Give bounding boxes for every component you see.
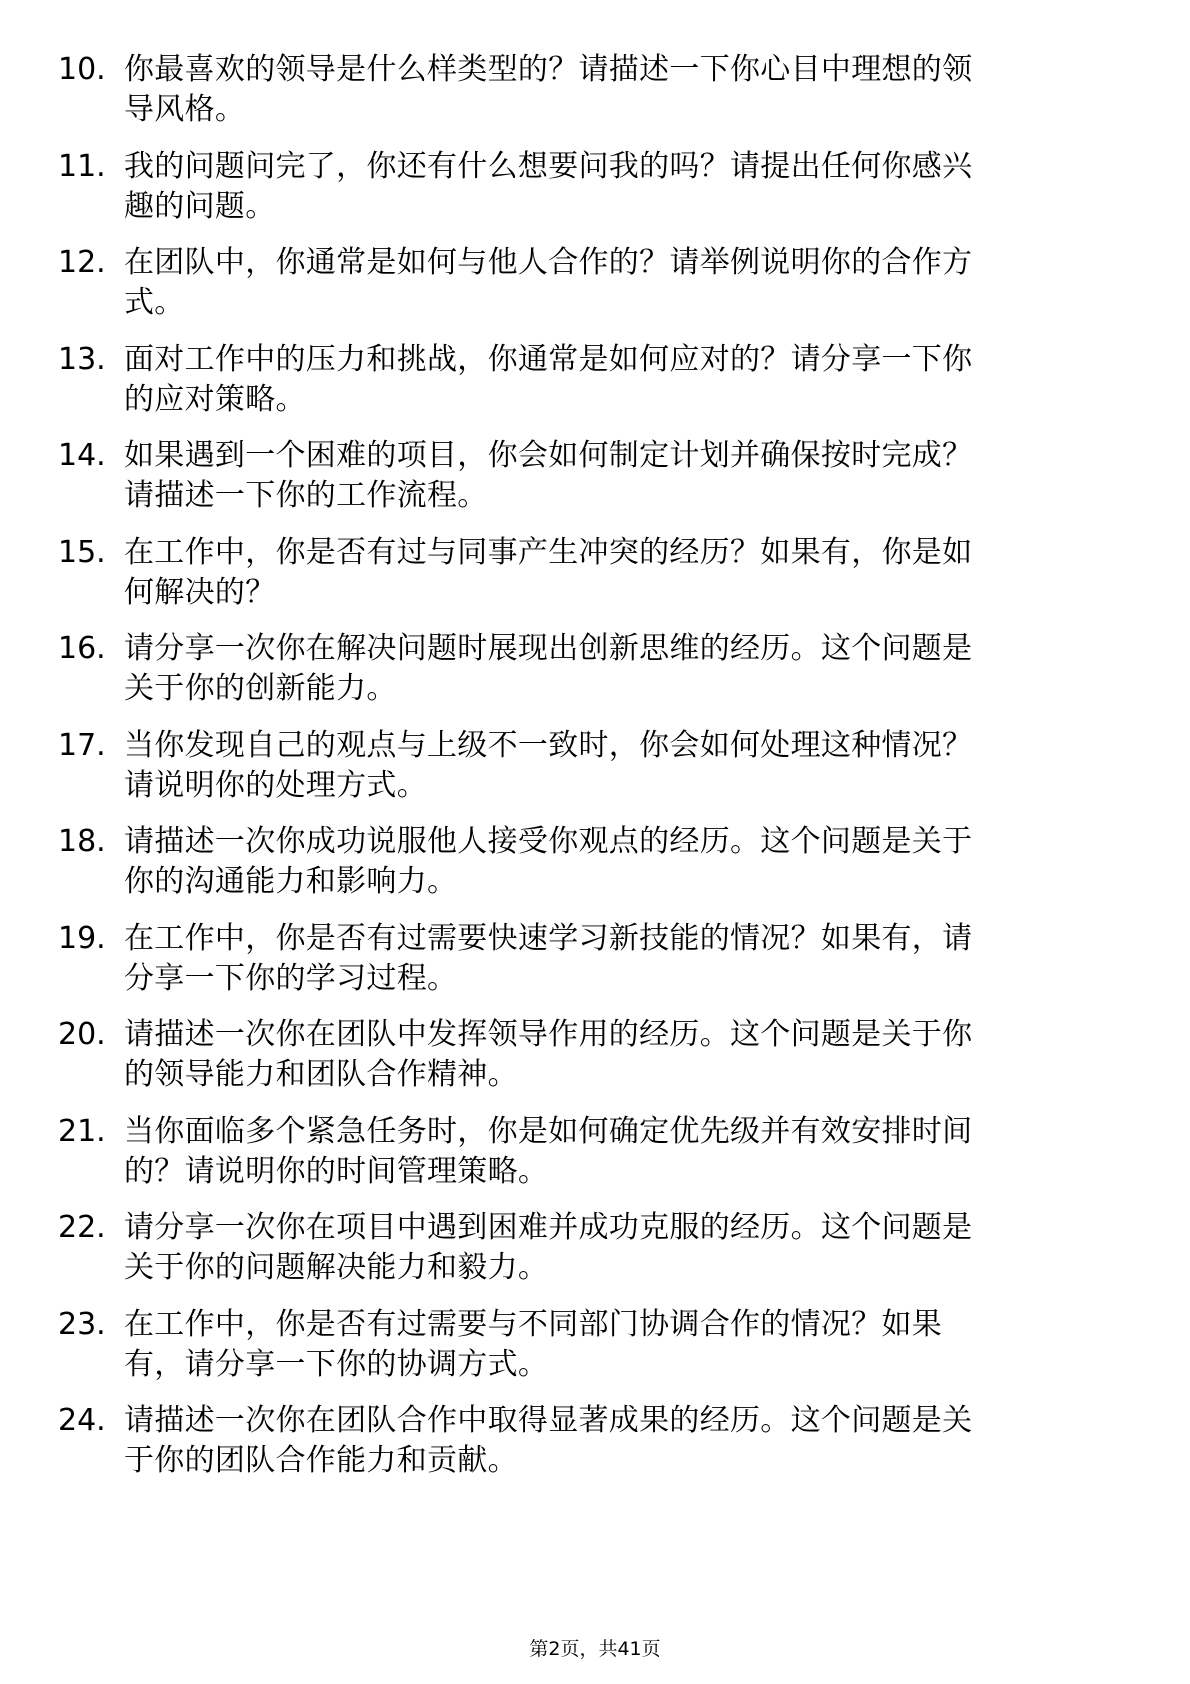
question-text: 在工作中，你是否有过需要快速学习新技能的情况？如果有，请 分享一下你的学习过程。 (124, 920, 973, 996)
question-text: 你最喜欢的领导是什么样类型的？请描述一下你心目中理想的领 导风格。 (124, 52, 973, 127)
question-item (58, 1305, 1118, 1402)
question-item (58, 50, 1118, 147)
question-number: 11. (58, 148, 106, 184)
question-item (58, 1112, 1118, 1209)
question-number: 12. (58, 245, 106, 280)
question-item (58, 629, 1118, 726)
question-number: 13. (58, 341, 106, 377)
page-number-footer: 第2页，共41页 (529, 1638, 661, 1660)
question-number: 19. (58, 920, 106, 956)
question-number: 20. (58, 1017, 106, 1052)
question-text: 我的问题问完了，你还有什么想要问我的吗？请提出任何你感兴 趣的问题。 (124, 148, 973, 224)
question-number: 17. (58, 727, 106, 763)
question-number: 16. (58, 631, 106, 666)
question-item (58, 1015, 1118, 1112)
question-text: 如果遇到一个困难的项目，你会如何制定计划并确保按时完成？ 请描述一下你的工作流程。 (124, 438, 973, 513)
question-number: 14. (58, 438, 106, 473)
question-text: 当你面临多个紧急任务时，你是如何确定优先级并有效安排时间 的？请说明你的时间管理策略。 (124, 1113, 973, 1189)
question-item (58, 243, 1118, 340)
question-number: 18. (58, 824, 106, 859)
question-number: 10. (58, 52, 106, 87)
question-item (58, 533, 1118, 630)
question-number: 22. (58, 1210, 106, 1245)
question-text: 请描述一次你在团队中发挥领导作用的经历。这个问题是关于你 的领导能力和团队合作精神。 (124, 1017, 973, 1092)
question-text: 请分享一次你在解决问题时展现出创新思维的经历。这个问题是 关于你的创新能力。 (124, 631, 973, 706)
question-text: 在工作中，你是否有过需要与不同部门协调合作的情况？如果 有，请分享一下你的协调方式。 (124, 1306, 943, 1382)
question-list (58, 50, 1118, 1498)
question-item (58, 147, 1118, 244)
question-text: 请描述一次你在团队合作中取得显著成果的经历。这个问题是关 于你的团队合作能力和贡献。 (124, 1403, 973, 1478)
question-text: 请分享一次你在项目中遇到困难并成功克服的经历。这个问题是 关于你的问题解决能力和毅力。 (124, 1210, 973, 1285)
question-text: 在工作中，你是否有过与同事产生冲突的经历？如果有，你是如 何解决的？ (124, 534, 973, 610)
question-item (58, 822, 1118, 919)
question-item (58, 340, 1118, 437)
question-text: 当你发现自己的观点与上级不一致时，你会如何处理这种情况？ 请说明你的处理方式。 (124, 727, 973, 803)
question-item (58, 919, 1118, 1016)
question-item (58, 726, 1118, 823)
question-number: 23. (58, 1306, 106, 1342)
question-item (58, 1208, 1118, 1305)
question-number: 21. (58, 1113, 106, 1149)
question-item (58, 436, 1118, 533)
question-number: 24. (58, 1403, 106, 1438)
question-text: 面对工作中的压力和挑战，你通常是如何应对的？请分享一下你 的应对策略。 (124, 341, 973, 417)
question-text: 在团队中，你通常是如何与他人合作的？请举例说明你的合作方 式。 (124, 245, 973, 320)
question-item (58, 1401, 1118, 1498)
question-number: 15. (58, 534, 106, 570)
question-text: 请描述一次你成功说服他人接受你观点的经历。这个问题是关于 你的沟通能力和影响力。 (124, 824, 973, 899)
